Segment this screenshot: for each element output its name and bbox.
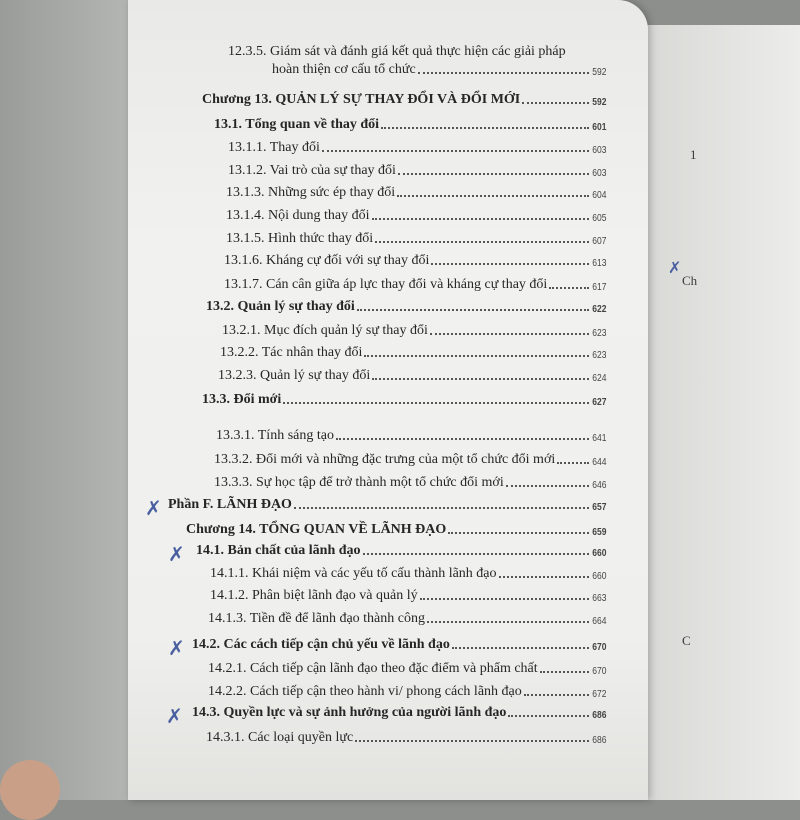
toc-chapter: [186, 522, 608, 538]
leader-dots: [294, 507, 589, 509]
leader-dots: [372, 218, 590, 220]
toc-label: 13.2. Quản lý sự thay đổi: [206, 299, 355, 314]
leader-dots: [540, 671, 590, 673]
leader-dots: [398, 173, 589, 175]
toc-label: Chương 13. QUẢN LÝ SỰ THAY ĐỔI VÀ ĐỔI MỚI: [202, 92, 521, 107]
toc-page: 617: [592, 282, 607, 293]
toc-page: 686: [592, 710, 607, 721]
facing-page-fragment: Ch: [682, 273, 698, 288]
facing-page: [640, 25, 800, 800]
toc-page: 604: [592, 190, 607, 201]
toc-label: 13.2.1. Mục đích quản lý sự thay đổi: [222, 323, 428, 338]
leader-dots: [336, 438, 589, 440]
facing-page-fragment: 1: [690, 147, 697, 162]
handwritten-x-mark-icon: ✗: [168, 542, 185, 566]
toc-entry: [208, 684, 608, 700]
toc-page: 622: [592, 304, 607, 315]
toc-page: 592: [592, 67, 607, 78]
toc-entry: [218, 368, 608, 384]
toc-label: 14.3.1. Các loại quyền lực: [206, 730, 354, 745]
handwritten-check-mark-icon: ✗: [168, 636, 185, 660]
toc-label: 13.1.3. Những sức ép thay đổi: [226, 185, 396, 200]
toc-section: [202, 392, 608, 408]
toc-page: 660: [592, 548, 607, 559]
leader-dots: [322, 150, 589, 152]
leader-dots: [381, 127, 589, 129]
toc-entry: [208, 661, 608, 677]
toc-label: 14.1.3. Tiền đề để lãnh đạo thành công: [208, 611, 425, 626]
leader-dots: [372, 378, 589, 380]
handwritten-x-mark-icon: ✗: [166, 704, 183, 728]
toc-page: 663: [592, 593, 607, 604]
leader-dots: [430, 333, 589, 335]
toc-label: 14.1. Bản chất của lãnh đạo: [196, 543, 361, 558]
toc-entry: [226, 185, 608, 201]
leader-dots: [283, 402, 589, 404]
toc-page: 659: [592, 527, 607, 538]
toc-page: 627: [592, 397, 607, 408]
toc-entry: [220, 345, 608, 361]
leader-dots: [418, 72, 590, 74]
leader-dots: [499, 576, 590, 578]
facing-page-fragment: C: [682, 633, 691, 648]
toc-page: 644: [592, 457, 607, 468]
leader-dots: [364, 355, 589, 357]
toc-section: [192, 637, 608, 653]
toc-page: 657: [592, 502, 607, 513]
leader-dots: [452, 647, 589, 649]
toc-label: 14.1.2. Phân biệt lãnh đạo và quản lý: [210, 588, 418, 603]
toc-label: 14.2. Các cách tiếp cận chủ yếu về lãnh đạo: [192, 637, 450, 652]
toc-label: Chương 14. TỔNG QUAN VỀ LÃNH ĐẠO: [186, 522, 447, 537]
toc-entry: [210, 588, 608, 604]
toc-part: [168, 497, 608, 513]
toc-page: 592: [592, 97, 607, 108]
leader-dots: [375, 241, 589, 243]
toc-page: 664: [592, 616, 607, 627]
leader-dots: [427, 621, 589, 623]
toc-label: 13.2.2. Tác nhân thay đổi: [220, 345, 363, 360]
leader-dots: [431, 263, 589, 265]
toc-label: 14.2.2. Cách tiếp cận theo hành vi/ phong cách lãnh đạo: [208, 684, 522, 699]
toc-entry: [216, 428, 608, 444]
toc-section: [196, 543, 608, 559]
toc-page: 623: [592, 350, 607, 361]
toc-section: [192, 705, 608, 721]
toc-page: 670: [592, 666, 607, 677]
toc-page: 603: [592, 145, 607, 156]
toc-page: 601: [592, 122, 607, 133]
toc-entry: [224, 253, 608, 269]
leader-dots: [549, 287, 589, 289]
toc-page: 613: [592, 258, 607, 269]
toc-page: 660: [592, 571, 607, 582]
toc-page: 607: [592, 236, 607, 247]
toc-page: 686: [592, 735, 607, 746]
toc-page: 623: [592, 328, 607, 339]
toc-label: 13.3.2. Đổi mới và những đặc trưng của một tổ chức đổi mới: [214, 452, 556, 467]
toc-label: 13.1.1. Thay đổi: [228, 140, 320, 155]
toc-page: 670: [592, 642, 607, 653]
leader-dots: [355, 740, 589, 742]
toc-label: 13.1.7. Cán cân giữa áp lực thay đổi và kháng cự thay đổi: [224, 277, 548, 292]
toc-entry: [214, 452, 608, 468]
toc-label: 13.1.4. Nội dung thay đổi: [226, 208, 370, 223]
toc-label: 13.1. Tổng quan về thay đổi: [214, 117, 380, 132]
toc-label: 12.3.5. Giám sát và đánh giá kết quả thực hiện các giải pháp: [228, 44, 566, 59]
toc-label: 14.1.1. Khái niệm và các yếu tố cấu thành lãnh đạo: [210, 566, 497, 581]
toc-label: 13.3. Đổi mới: [202, 392, 282, 407]
leader-dots: [357, 309, 589, 311]
leader-dots: [397, 195, 589, 197]
toc-label: 13.2.3. Quản lý sự thay đổi: [218, 368, 371, 383]
toc-label: 13.3.1. Tính sáng tạo: [216, 428, 334, 443]
toc-label: 13.1.6. Kháng cự đối với sự thay đổi: [224, 253, 430, 268]
toc-label: 13.1.5. Hình thức thay đổi: [226, 231, 374, 246]
toc-label: 13.3.3. Sự học tập để trở thành một tổ chức đổi mới: [214, 475, 504, 490]
toc-label: hoàn thiện cơ cấu tổ chức: [272, 62, 416, 77]
toc-label: 14.2.1. Cách tiếp cận lãnh đạo theo đặc điểm và phẩm chất: [208, 661, 538, 676]
toc-entry: [226, 208, 608, 224]
toc-entry: [224, 277, 608, 293]
leader-dots: [420, 598, 590, 600]
toc-entry: [228, 140, 608, 156]
leader-dots: [524, 694, 590, 696]
thumb: [0, 760, 60, 820]
toc-entry: [214, 475, 608, 491]
toc-entry: [206, 730, 608, 746]
toc-entry: [208, 611, 608, 627]
toc-entry: [228, 44, 640, 60]
toc-page: 641: [592, 433, 607, 444]
handwritten-x-mark-icon: ✗: [668, 258, 682, 277]
toc-label: Phần F. LÃNH ĐẠO: [168, 497, 292, 512]
toc-chapter: [202, 92, 608, 108]
toc-section: [206, 299, 608, 315]
leader-dots: [448, 532, 589, 534]
leader-dots: [363, 553, 590, 555]
toc-entry: [228, 163, 608, 179]
leader-dots: [508, 715, 589, 717]
toc-page: 624: [592, 373, 607, 384]
toc-page: 603: [592, 168, 607, 179]
toc-label: 13.1.2. Vai trò của sự thay đổi: [228, 163, 396, 178]
leader-dots: [522, 102, 589, 104]
leader-dots: [506, 485, 590, 487]
toc-section: [214, 117, 608, 133]
toc-entry: [210, 566, 608, 582]
leader-dots: [557, 462, 589, 464]
toc-entry: [222, 323, 608, 339]
toc-entry: [226, 231, 608, 247]
toc-label: 14.3. Quyền lực và sự ảnh hưởng của người lãnh đạo: [192, 705, 507, 720]
toc-entry: [272, 62, 608, 78]
handwritten-x-mark-icon: ✗: [145, 496, 162, 520]
toc-page: 672: [592, 689, 607, 700]
toc-page: 646: [592, 480, 607, 491]
toc-page: 605: [592, 213, 607, 224]
